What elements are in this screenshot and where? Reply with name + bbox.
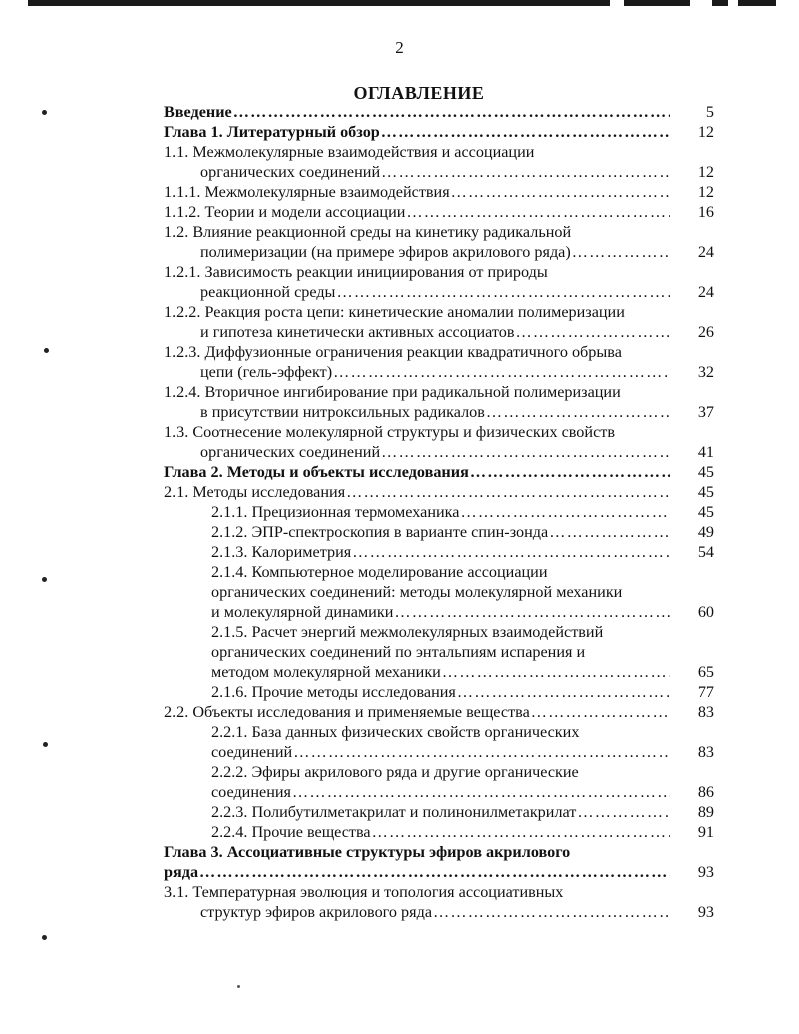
- toc-page-number: 91: [697, 823, 714, 841]
- toc-entry-text: 2.2.2. Эфиры акрилового ряда и другие органические: [211, 763, 579, 781]
- toc-entry-text: 1.3. Соотнесение молекулярной структуры и физических свойств: [164, 423, 615, 441]
- toc-page-number: 32: [697, 363, 714, 381]
- toc-entry-text: органических соединений: [200, 443, 381, 461]
- toc-leader-dots: [352, 542, 670, 562]
- toc-entry[interactable]: [164, 762, 714, 802]
- toc-entry-text: полимеризации (на примере эфиров акрилового ряда): [200, 243, 571, 261]
- toc-entry-text: реакционной среды: [200, 283, 336, 301]
- toc-entry-text: 2.1.3. Калориметрия: [211, 543, 352, 561]
- toc-leader-dots: [333, 362, 670, 382]
- toc-entry[interactable]: [164, 822, 714, 842]
- toc-page-number: 12: [697, 123, 714, 141]
- toc-leader-dots: [572, 242, 670, 262]
- toc-entry-text: Глава 1. Литературный обзор: [164, 123, 380, 141]
- toc-entry-text: и молекулярной динамики: [211, 603, 394, 621]
- toc-entry-text: 1.2. Влияние реакционной среды на кинетику радикальной: [164, 223, 572, 241]
- toc-page-number: 60: [697, 603, 714, 621]
- toc-entry-text: Введение: [164, 103, 232, 121]
- toc-entry-text: 1.2.2. Реакция роста цепи: кинетические аномалии полимеризации: [164, 303, 625, 321]
- toc-page-number: 49: [697, 523, 714, 541]
- toc-page-number: 77: [697, 683, 714, 701]
- toc-entry-text: 2.2.4. Прочие вещества: [211, 823, 371, 841]
- toc-entry[interactable]: [164, 702, 714, 722]
- toc-entry[interactable]: [164, 482, 714, 502]
- toc-page-number: 45: [697, 503, 714, 521]
- toc-leader-dots: [457, 682, 670, 702]
- scan-edge-gap: [610, 0, 624, 6]
- toc-entry-text: ряда: [164, 863, 199, 881]
- toc-entry[interactable]: [164, 562, 714, 622]
- toc-page-number: 45: [697, 463, 714, 481]
- toc-entry[interactable]: [164, 842, 714, 882]
- toc-page-number: 83: [697, 743, 714, 761]
- toc-leader-dots: [451, 182, 670, 202]
- toc-entry-text: органических соединений: методы молекулярной механики: [211, 583, 623, 601]
- page-number: 2: [395, 38, 404, 57]
- toc-entry-text: 1.1.1. Межмолекулярные взаимодействия: [164, 183, 450, 201]
- table-of-contents: [164, 102, 714, 922]
- toc-leader-dots: [460, 502, 670, 522]
- toc-page-number: 24: [697, 283, 714, 301]
- toc-leader-dots: [346, 482, 670, 502]
- toc-entry[interactable]: [164, 522, 714, 542]
- toc-entry[interactable]: [164, 102, 714, 122]
- toc-entry-text: 1.2.3. Диффузионные ограничения реакции квадратичного обрыва: [164, 343, 622, 361]
- toc-entry-text: 2.2. Объекты исследования и применяемые вещества: [164, 703, 530, 721]
- toc-leader-dots: [442, 662, 670, 682]
- toc-leader-dots: [486, 402, 670, 422]
- toc-leader-dots: [515, 322, 670, 342]
- toc-page-number: 83: [697, 703, 714, 721]
- toc-entry-text: 1.1. Межмолекулярные взаимодействия и ассоциации: [164, 143, 535, 161]
- toc-page-number: 54: [697, 543, 714, 561]
- toc-entry[interactable]: [164, 122, 714, 142]
- toc-entry[interactable]: [164, 542, 714, 562]
- scan-edge-gap: [728, 0, 738, 6]
- page-title: ОГЛАВЛЕНИЕ: [353, 83, 485, 103]
- toc-entry[interactable]: [164, 882, 714, 922]
- toc-entry-text: 2.2.3. Полибутилметакрилат и полинонилметакрилат: [211, 803, 577, 821]
- toc-entry[interactable]: [164, 182, 714, 202]
- toc-entry[interactable]: [164, 342, 714, 382]
- toc-page-number: 65: [697, 663, 714, 681]
- toc-leader-dots: [577, 802, 670, 822]
- binder-hole-mark: [43, 742, 48, 747]
- toc-leader-dots: [381, 442, 670, 462]
- toc-entry[interactable]: [164, 502, 714, 522]
- toc-page-number: 16: [697, 203, 714, 221]
- toc-page-number: 24: [697, 243, 714, 261]
- toc-entry[interactable]: [164, 302, 714, 342]
- toc-entry-text: 2.1.2. ЭПР-спектроскопия в варианте спин-зонда: [211, 523, 549, 541]
- binder-hole-mark: [42, 110, 47, 115]
- toc-entry-text: соединений: [211, 743, 293, 761]
- toc-leader-dots: [292, 782, 670, 802]
- toc-page-number: 86: [697, 783, 714, 801]
- scan-speck: [237, 985, 240, 988]
- toc-page-number: 93: [697, 863, 714, 881]
- toc-leader-dots: [233, 102, 670, 122]
- toc-entry[interactable]: [164, 222, 714, 262]
- binder-hole-mark: [44, 348, 49, 353]
- toc-entry-text: органических соединений: [200, 163, 381, 181]
- toc-leader-dots: [406, 202, 670, 222]
- toc-entry-text: 1.2.4. Вторичное ингибирование при радикальной полимеризации: [164, 383, 621, 401]
- toc-page-number: 37: [697, 403, 714, 421]
- toc-leader-dots: [531, 702, 670, 722]
- scan-top-edge: [28, 0, 776, 6]
- binder-hole-mark: [42, 577, 47, 582]
- toc-page-number: 93: [697, 903, 714, 921]
- toc-entry-text: 2.1.6. Прочие методы исследования: [211, 683, 456, 701]
- toc-leader-dots: [293, 742, 670, 762]
- toc-leader-dots: [372, 822, 670, 842]
- toc-page-number: 5: [705, 103, 714, 121]
- toc-entry[interactable]: [164, 722, 714, 762]
- toc-entry[interactable]: [164, 142, 714, 182]
- toc-page-number: 12: [697, 163, 714, 181]
- toc-page-number: 12: [697, 183, 714, 201]
- toc-entry-text: в присутствии нитроксильных радикалов: [200, 403, 485, 421]
- toc-leader-dots: [381, 162, 670, 182]
- toc-leader-dots: [433, 902, 670, 922]
- toc-entry-text: 1.2.1. Зависимость реакции инициирования от природы: [164, 263, 548, 281]
- toc-entry-text: структур эфиров акрилового ряда: [200, 903, 432, 921]
- toc-entry[interactable]: [164, 622, 714, 682]
- toc-page-number: 45: [697, 483, 714, 501]
- toc-leader-dots: [381, 122, 670, 142]
- toc-entry-text: 2.1. Методы исследования: [164, 483, 346, 501]
- toc-entry[interactable]: [164, 462, 714, 482]
- toc-entry-text: и гипотеза кинетически активных ассоциатов: [200, 323, 515, 341]
- toc-entry[interactable]: [164, 682, 714, 702]
- toc-entry[interactable]: [164, 802, 714, 822]
- toc-entry-text: 2.1.1. Прецизионная термомеханика: [211, 503, 460, 521]
- toc-entry-text: 1.1.2. Теории и модели ассоциации: [164, 203, 406, 221]
- toc-entry-text: 2.2.1. База данных физических свойств органических: [211, 723, 580, 741]
- toc-entry-text: 2.1.5. Расчет энергий межмолекулярных взаимодействий: [211, 623, 604, 641]
- toc-entry-text: Глава 2. Методы и объекты исследования: [164, 463, 469, 481]
- toc-leader-dots: [199, 862, 670, 882]
- toc-entry-text: Глава 3. Ассоциативные структуры эфиров акрилового: [164, 843, 571, 861]
- toc-entry[interactable]: [164, 382, 714, 422]
- toc-entry-text: 2.1.4. Компьютерное моделирование ассоциации: [211, 563, 548, 581]
- toc-entry-text: органических соединений по энтальпиям испарения и: [211, 643, 586, 661]
- toc-leader-dots: [336, 282, 670, 302]
- toc-page-number: 41: [697, 443, 714, 461]
- toc-entry-text: методом молекулярной механики: [211, 663, 441, 681]
- toc-page-number: 26: [697, 323, 714, 341]
- binder-hole-mark: [42, 935, 47, 940]
- scan-edge-gap: [690, 0, 712, 6]
- toc-entry-text: 3.1. Температурная эволюция и топология ассоциативных: [164, 883, 564, 901]
- toc-entry[interactable]: [164, 262, 714, 302]
- toc-entry-text: цепи (гель-эффект): [200, 363, 333, 381]
- toc-entry[interactable]: [164, 422, 714, 462]
- toc-entry[interactable]: [164, 202, 714, 222]
- toc-page-number: 89: [697, 803, 714, 821]
- toc-entry-text: соединения: [211, 783, 291, 801]
- toc-leader-dots: [470, 462, 670, 482]
- toc-leader-dots: [394, 602, 670, 622]
- toc-leader-dots: [549, 522, 670, 542]
